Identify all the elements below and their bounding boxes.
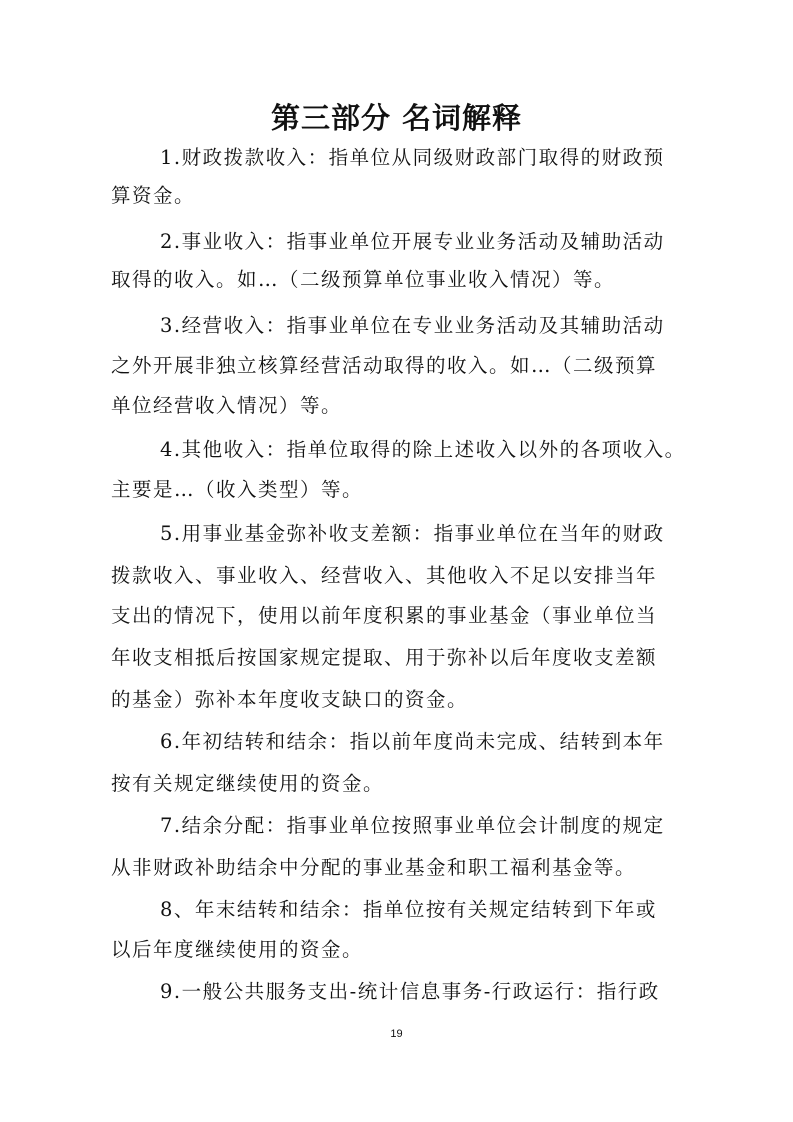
paragraph-5-line-4: 年收支相抵后按国家规定提取、用于弥补以后年度收支差额 xyxy=(111,646,658,669)
page-number: 19 xyxy=(390,1028,403,1040)
paragraph-7-line-2: 从非财政补助结余中分配的事业基金和职工福利基金等。 xyxy=(111,856,637,879)
paragraph-5-line-1: 5.用事业基金弥补收支差额：指事业单位在当年的财政 xyxy=(160,522,665,545)
paragraph-3-line-3: 单位经营收入情况）等。 xyxy=(111,394,343,417)
paragraph-9-line-1: 9.一般公共服务支出-统计信息事务-行政运行：指行政 xyxy=(160,980,660,1003)
paragraph-2-line-1: 2.事业收入：指事业单位开展专业业务活动及辅助活动 xyxy=(160,230,665,253)
paragraph-6-line-2: 按有关规定继续使用的资金。 xyxy=(111,772,385,795)
paragraph-8-line-1: 8、年末结转和结余：指单位按有关规定结转到下年或 xyxy=(160,898,657,921)
paragraph-3-line-1: 3.经营收入：指事业单位在专业业务活动及其辅助活动 xyxy=(160,314,665,337)
paragraph-6-line-1: 6.年初结转和结余：指以前年度尚未完成、结转到本年 xyxy=(160,730,665,753)
paragraph-4-line-2: 主要是…（收入类型）等。 xyxy=(111,478,364,501)
paragraph-1-line-2: 算资金。 xyxy=(111,184,196,207)
paragraph-8-line-2: 以后年度继续使用的资金。 xyxy=(111,938,364,961)
paragraph-4-line-1: 4.其他收入：指单位取得的除上述收入以外的各项收入。 xyxy=(160,438,686,461)
paragraph-5-line-3: 支出的情况下，使用以前年度积累的事业基金（事业单位当 xyxy=(111,604,658,627)
paragraph-5-line-5: 的基金）弥补本年度收支缺口的资金。 xyxy=(111,688,469,711)
paragraph-3-line-2: 之外开展非独立核算经营活动取得的收入。如…（二级预算 xyxy=(111,354,658,377)
page-title: 第三部分 名词解释 xyxy=(270,101,523,135)
paragraph-1-line-1: 1.财政拨款收入：指单位从同级财政部门取得的财政预 xyxy=(160,146,665,169)
paragraph-5-line-2: 拨款收入、事业收入、经营收入、其他收入不足以安排当年 xyxy=(111,564,658,587)
paragraph-2-line-2: 取得的收入。如…（二级预算单位事业收入情况）等。 xyxy=(111,268,616,291)
paragraph-7-line-1: 7.结余分配：指事业单位按照事业单位会计制度的规定 xyxy=(160,814,665,837)
